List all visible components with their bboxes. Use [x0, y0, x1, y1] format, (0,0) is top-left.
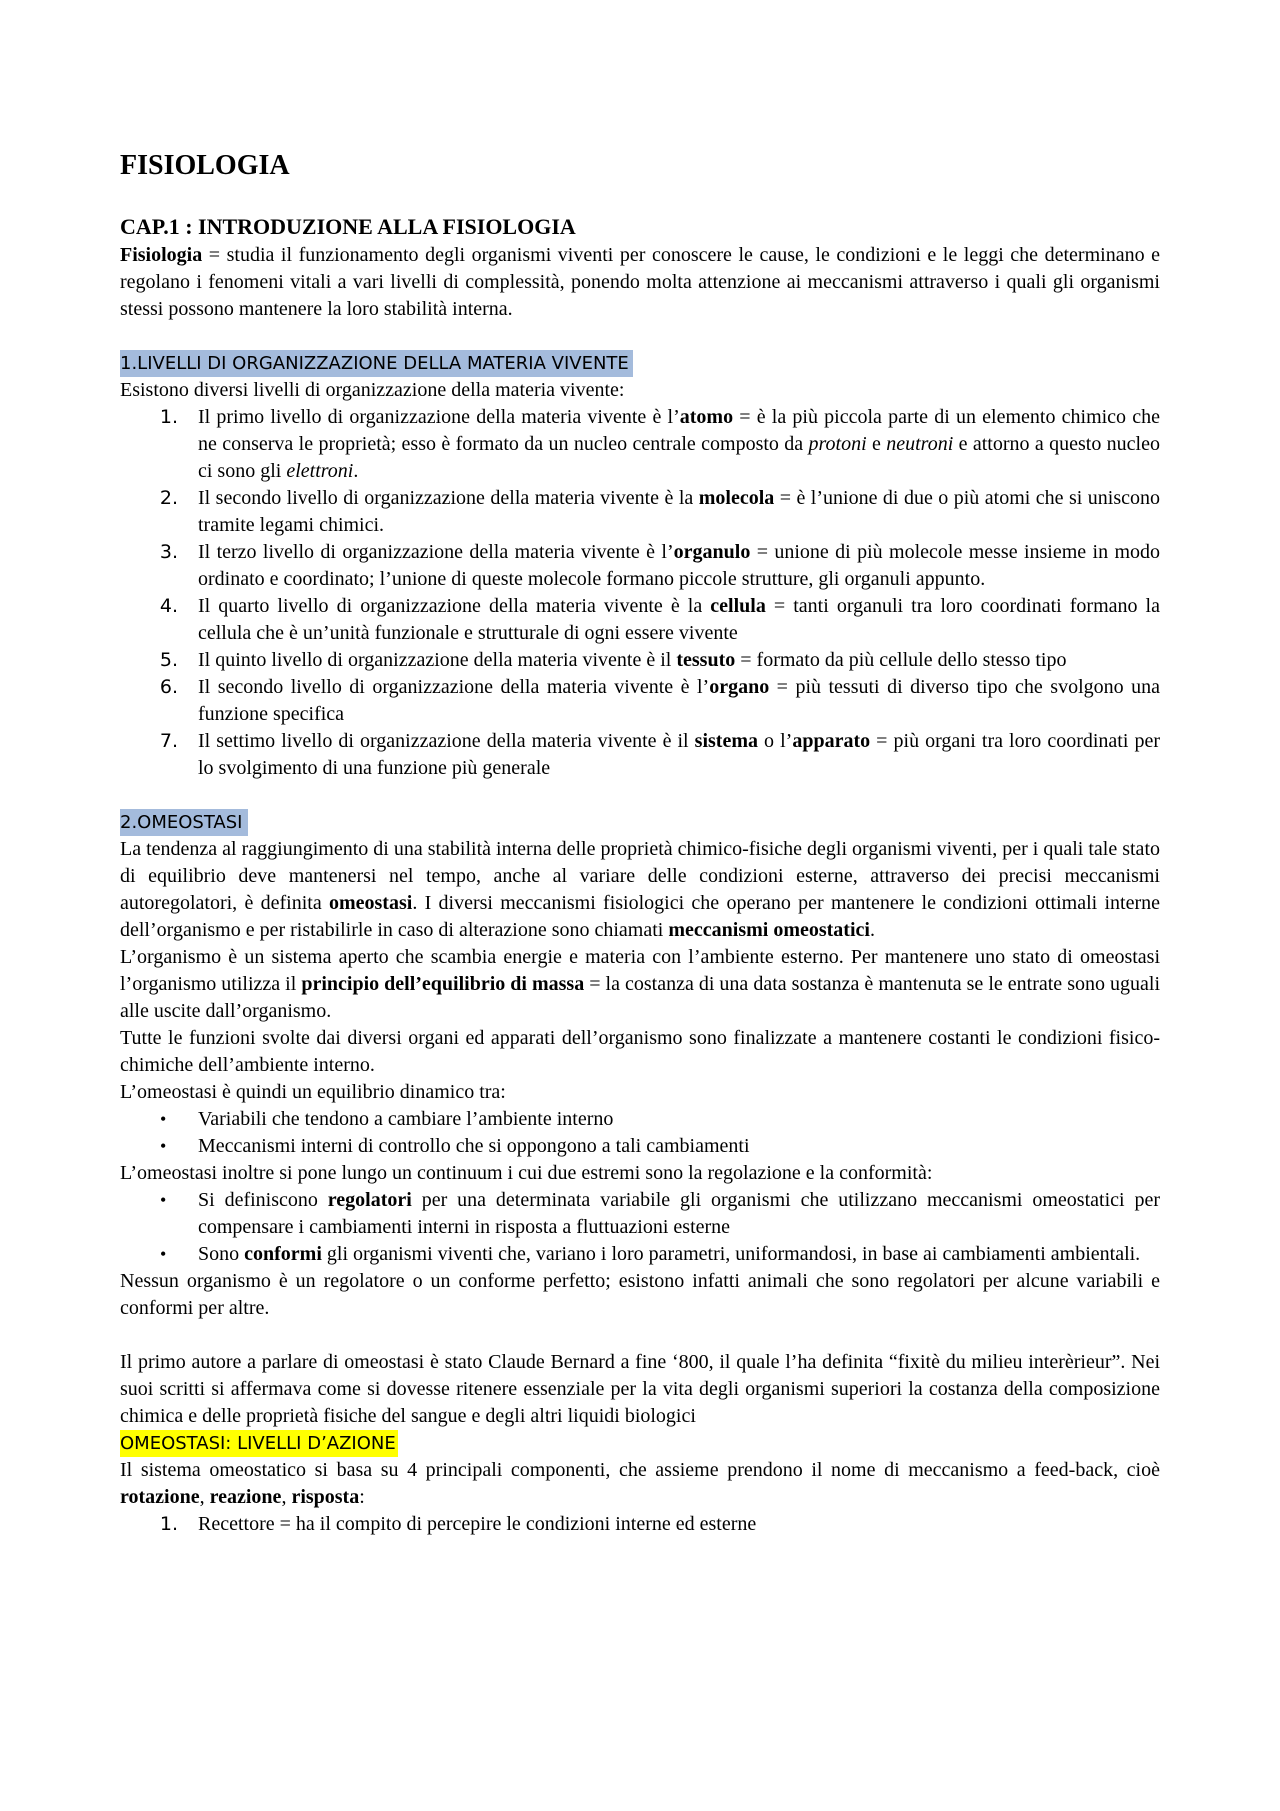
levels-list: [120, 404, 1160, 782]
list-item: 4. Il quarto livello di organizzazione della materia vivente è la cellula = tanti organuli tra loro coordinati formano la cellula che è un’unità funzionale e strutturale di ogni essere vivente: [159, 595, 1160, 644]
list-item: • Variabili che tendono a cambiare l’ambiente interno: [160, 1108, 614, 1130]
section2-paragraph-1: La tendenza al raggiungimento di una stabilità interna delle proprietà chimico-fisiche degli organismi viventi, per i quali tale stato di equilibrio deve mantenersi nel tempo, anche al variare delle condizioni esterne, attraverso dei precisi meccanismi autoregolatori, è definita omeostasi. I diversi meccanismi fisiologici che operano per mantenere le condizioni ottimali interne dell’organismo e per ristabilirle in caso di alterazione sono chiamati meccanismi omeostatici.: [120, 838, 1160, 941]
intro-term: Fisiologia: [120, 244, 203, 266]
section2-paragraph-2: L’organismo è un sistema aperto che scambia energie e materia con l’ambiente esterno. Per mantenere uno stato di omeostasi l’organismo utilizza il principio dell’equilibrio di massa = la costanza di una data sostanza è mantenuta se le entrate sono uguali alle uscite dall’organismo.: [120, 946, 1160, 1022]
section2-heading: 2.OMEOSTASI: [120, 809, 248, 836]
section2-paragraph-5: L’omeostasi inoltre si pone lungo un continuum i cui due estremi sono la regolazione e la conformità:: [120, 1162, 933, 1184]
intro-paragraph: Fisiologia = studia il funzionamento degli organismi viventi per conoscere le cause, le condizioni e le leggi che determinano e regolano i fenomeni vitali a vari livelli di complessità, ponendo molta attenzione ai meccanismi attraverso i quali gli organismi stessi possono mantenere la loro stabilità interna.: [120, 244, 1160, 320]
list-item: 1. Recettore = ha il compito di percepire le condizioni interne ed esterne: [159, 1513, 757, 1535]
list-item: 1. Il primo livello di organizzazione della materia vivente è l’atomo = è la più piccola parte di un elemento chimico che ne conserva le proprietà; esso è formato da un nucleo centrale composto da protoni e neutroni e attorno a questo nucleo ci sono gli elettroni.: [159, 406, 1160, 482]
list-item: • Sono conformi gli organismi viventi che, variano i loro parametri, uniformandosi, in base ai cambiamenti ambientali.: [160, 1243, 1141, 1265]
section3-paragraph-1: Il sistema omeostatico si basa su 4 principali componenti, che assieme prendono il nome di meccanismo a feed-back, cioè rotazione, reazione, risposta:: [120, 1459, 1160, 1508]
list-item: 2. Il secondo livello di organizzazione della materia vivente è la molecola = è l’unione di due o più atomi che si uniscono tramite legami chimici.: [159, 487, 1161, 536]
section1-heading: 1.LIVELLI DI ORGANIZZAZIONE DELLA MATERIA VIVENTE: [120, 350, 633, 377]
section2-paragraph-3: Tutte le funzioni svolte dai diversi organi ed apparati dell’organismo sono finalizzate a mantenere costanti le condizioni fisico-chimiche dell’ambiente interno.: [120, 1027, 1160, 1076]
list-item: • Meccanismi interni di controllo che si oppongono a tali cambiamenti: [160, 1135, 750, 1157]
section2-paragraph-6: Nessun organismo è un regolatore o un conforme perfetto; esistono infatti animali che sono regolatori per alcune variabili e conformi per altre.: [120, 1270, 1160, 1319]
section2-paragraph-7: Il primo autore a parlare di omeostasi è stato Claude Bernard a fine ‘800, il quale l’ha definita “fixitè du milieu interèrieur”. Nei suoi scritti si affermava come si dovesse ritenere essenziale per la vita degli organismi superiori la costanza della composizione chimica e delle proprietà fisiche del sangue e degli altri liquidi biologici: [120, 1351, 1160, 1427]
page-title: FISIOLOGIA: [120, 150, 290, 181]
section1-lead: Esistono diversi livelli di organizzazione della materia vivente:: [120, 379, 625, 401]
regulation-list: [120, 1187, 1160, 1268]
section2-paragraph-4: L’omeostasi è quindi un equilibrio dinamico tra:: [120, 1081, 506, 1103]
list-item: • Si definiscono regolatori per una determinata variabile gli organismi che utilizzano meccanismi omeostatici per compensare i cambiamenti interni in risposta a fluttuazioni esterne: [160, 1189, 1160, 1238]
list-item: 6. Il secondo livello di organizzazione della materia vivente è l’organo = più tessuti di diverso tipo che svolgono una funzione specifica: [159, 676, 1160, 725]
document-body: [120, 242, 1160, 1538]
list-item: 5. Il quinto livello di organizzazione della materia vivente è il tessuto = formato da più cellule dello stesso tipo: [159, 649, 1067, 671]
chapter-title: CAP.1 : INTRODUZIONE ALLA FISIOLOGIA: [120, 214, 576, 239]
section3-heading: OMEOSTASI: LIVELLI D’AZIONE: [120, 1430, 398, 1457]
equilibrium-list: [120, 1106, 1160, 1160]
list-item: 3. Il terzo livello di organizzazione della materia vivente è l’organulo = unione di più molecole messe insieme in modo ordinato e coordinato; l’unione di queste molecole formano piccole strutture, gli organuli appunto.: [159, 541, 1161, 590]
list-item: 7. Il settimo livello di organizzazione della materia vivente è il sistema o l’apparato = più organi tra loro coordinati per lo svolgimento di una funzione più generale: [159, 730, 1161, 779]
components-list: [120, 1511, 1160, 1538]
